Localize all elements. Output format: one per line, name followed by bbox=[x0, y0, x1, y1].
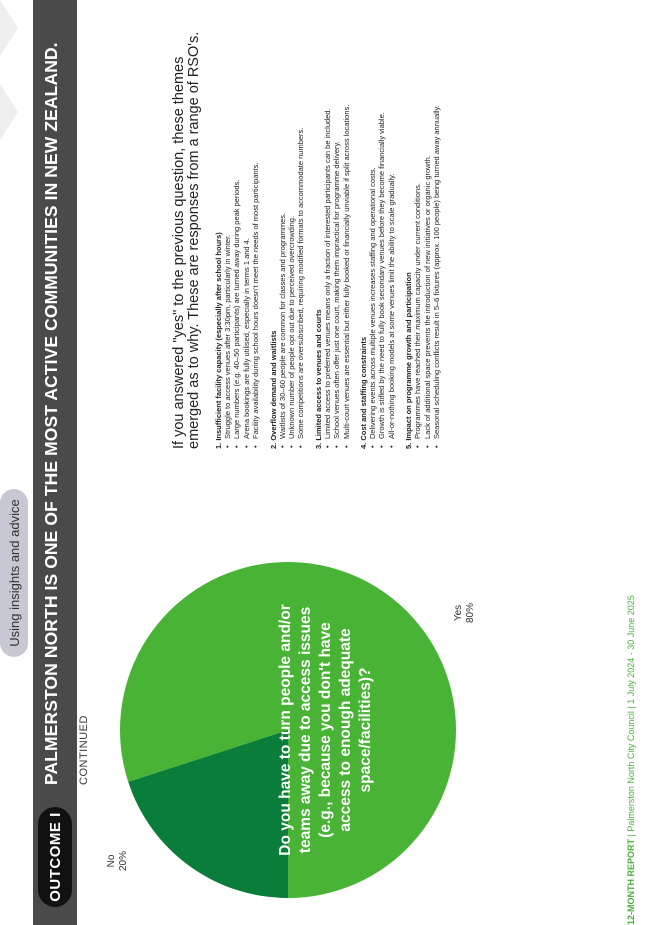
theme-section bbox=[404, 24, 441, 449]
page-title: PALMERSTON NORTH IS ONE OF THE MOST ACTIVE COMMUNITIES IN NEW ZEALAND. bbox=[41, 42, 61, 785]
pie-chart bbox=[106, 560, 476, 900]
theme-title: 3. Limited access to venues and courts bbox=[313, 309, 323, 449]
themes-list bbox=[214, 24, 442, 449]
bullet-item: • Struggle to access venues after 3:30pm, particularly in winter. bbox=[223, 24, 232, 449]
bullet-item: • School venues often offer just one court, making them impractical for programme delivery. bbox=[332, 24, 341, 449]
bullet-item: • Arena bookings are fully utilised, especially in terms 1 and 4. bbox=[242, 24, 251, 449]
bullet-item: • Delivering events across multiple venues increases staffing and operational costs. bbox=[368, 24, 377, 449]
slice-label-no-value: 20% bbox=[118, 851, 129, 872]
theme-bullets bbox=[278, 24, 306, 449]
theme-section bbox=[359, 24, 396, 449]
bullet-item: • All-or-nothing booking models at some venues limit the ability to scale gradually. bbox=[387, 24, 396, 449]
bullet-item: • Limited access to preferred venues means only a fraction of interested participants can be included. bbox=[323, 24, 332, 449]
slice-label-yes bbox=[453, 588, 477, 638]
section-tab-label: Using insights and advice bbox=[6, 499, 22, 647]
theme-bullets bbox=[368, 24, 396, 449]
footer-separator: | bbox=[626, 831, 636, 839]
footer-brand: 12-MONTH REPORT bbox=[626, 838, 636, 925]
theme-bullets bbox=[223, 24, 261, 449]
theme-title: 1. Insufficient facility capacity (especially after school hours) bbox=[214, 232, 223, 449]
bullet-item: • Multi-court venues are essential but either fully booked or financially unviable if split across locations. bbox=[342, 24, 351, 449]
bullet-item: • Unknown number of people opt out due to perceived overcrowding. bbox=[287, 24, 296, 449]
footer bbox=[626, 595, 636, 925]
section-tab bbox=[0, 489, 28, 657]
bullet-item: • Waitlists of 30–60 people are common for classes and programmes. bbox=[278, 24, 287, 449]
theme-bullets bbox=[413, 24, 441, 449]
answers-intro: If you answered "yes" to the previous question, these themes emerged as to why. These are responses from a range of RSO's. bbox=[171, 31, 202, 449]
theme-title: 2. Overflow demand and waitlists bbox=[268, 330, 278, 449]
theme-bullets bbox=[323, 24, 351, 449]
theme-title: 4. Cost and staffing constraints bbox=[359, 336, 369, 449]
theme-section bbox=[269, 24, 306, 449]
bullet-item: • Some competitions are oversubscribed, requiring modified formats to accommodate numbers. bbox=[296, 24, 305, 449]
slice-label-yes-value: 80% bbox=[465, 603, 476, 624]
page-subtitle: CONTINUED bbox=[78, 715, 90, 785]
theme-section bbox=[314, 24, 351, 449]
slice-label-no-category: No bbox=[106, 854, 117, 868]
theme-section bbox=[214, 24, 261, 449]
bullet-item: • Large numbers (e.g. 40–50 participants) are turned away during peak periods. bbox=[232, 24, 241, 449]
bullet-item: • Growth is stifled by the need to fully book secondary venues before they become financially viable. bbox=[377, 24, 386, 449]
header-band bbox=[33, 0, 77, 925]
chart-title: Do you have to turn people and/or teams away due to access issues (e.g., because you don't have access to enough adequate space/facilities)? bbox=[277, 604, 374, 856]
answers-section bbox=[172, 24, 450, 449]
slice-label-no bbox=[106, 836, 130, 886]
bullet-item: • Programmes have reached their maximum capacity under current conditions. bbox=[413, 24, 422, 449]
bullet-item: • Lack of additional space prevents the introduction of new initiatives or organic growth. bbox=[423, 24, 432, 449]
theme-title: 5. Impact on programme growth and participation bbox=[404, 272, 414, 449]
outcome-label: OUTCOME I bbox=[46, 812, 64, 902]
footer-meta: Palmerston North City Council | 1 July 2024 - 30 June 2025 bbox=[626, 595, 636, 832]
bullet-item: • Seasonal scheduling conflicts result in 5–6 fixtures (approx. 100 people) being turned away annually. bbox=[432, 24, 441, 449]
slice-label-yes-category: Yes bbox=[453, 604, 464, 622]
bullet-item: • Facility availability during school hours doesn't meet the needs of most participants. bbox=[251, 24, 260, 449]
outcome-badge bbox=[38, 807, 72, 907]
